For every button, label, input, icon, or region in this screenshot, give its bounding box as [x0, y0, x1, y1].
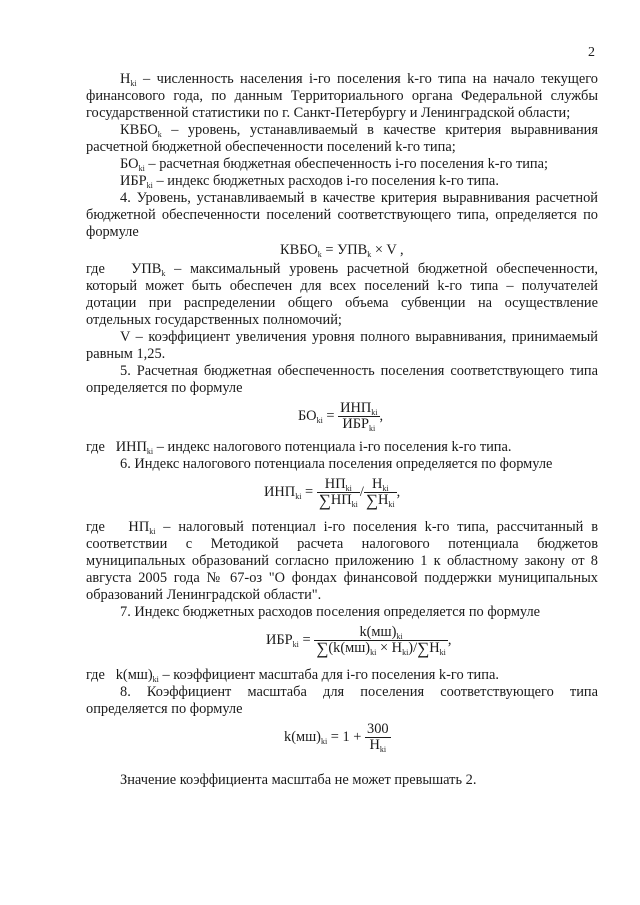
document-body	[86, 71, 598, 789]
item-5-text: 5. Расчетная бюджетная обеспеченность поселения соответствующего типа определяется по формуле	[86, 363, 598, 396]
item-7-text: 7. Индекс бюджетных расходов поселения определяется по формуле	[120, 604, 541, 620]
where-upv: где $УПВ_k$ – максимальный уровень расчетной бюджетной обеспеченности, который может быть обеспечен для всех поселений k-го типа – получателей дотации при распределении общего объема субвенции на осуществление отдельных государственных полномочий;	[86, 261, 599, 328]
definition-population: $Н_{ki}$ – численность населения i-го поселения k-го типа на начало текущего финансового года, по данным Территориального органа Федеральной службы государственной статистики по г. Санкт-Петербургу и Ленинградской области;	[86, 71, 598, 121]
where-kmsh: где $k(мш)_{ki}$ – коэффициент масштаба для i-го поселения k-го типа.	[86, 667, 499, 684]
item-6-text: 6. Индекс налогового потенциала поселения определяется по формуле	[120, 456, 553, 472]
definition-v: V – коэффициент увеличения уровня полного выравнивания, принимаемый равным 1,25.	[86, 329, 598, 362]
formula-bo: $БО_{ki}$ = $\frac{ИНП_{ki}}{ИБР_{ki}}$ ,	[298, 400, 384, 433]
formula-kmsh: $k(мш)_{ki} = 1$ + $\frac{300}{Н_{ki}}$	[284, 721, 389, 754]
page-number: 2	[588, 45, 595, 60]
definition-kvbo: $КВБО_k$ – уровень, устанавливаемый в качестве критерия выравнивания расчетной бюджетной обеспеченности поселений k-го типа;	[86, 122, 598, 155]
definition-bo: $БО_{ki}$ – расчетная бюджетная обеспеченность i-го поселения k-го типа;	[120, 156, 549, 173]
where-inp: где $ИНП_{ki}$ – индекс налогового потенциала i-го поселения k-го типа.	[86, 439, 512, 456]
formula-kvbo: $КВБО_k = УПВ_k \times V$ ,	[280, 242, 404, 259]
formula-ibr: $ИБР_{ki}$ = $\frac{k(мш)_{ki}}{\sum(k(мш)_{ki} \times Н_{ki})/\sum Н_{ki}}$ ,	[266, 624, 452, 658]
item-8-text: 8. Коэффициент масштаба для поселения соответствующего типа определяется по формуле	[86, 684, 598, 717]
where-np: где $НП_{ki}$ – налоговый потенциал i-го поселения k-го типа, рассчитанный в соответствии с Методикой расчета налогового потенциала бюджетов муниципальных образований согласно приложению 1 к областному закону от 8 августа 2005 года № 67-оз "О фондах финансовой поддержки муниципальных образований Ленинградской области".	[86, 519, 599, 603]
closing-statement: Значение коэффициента масштаба не может превышать 2.	[120, 772, 477, 788]
item-4-text: 4. Уровень, устанавливаемый в качестве критерия выравнивания расчетной бюджетной обеспеченности поселений соответствующего типа, определяется по формуле	[86, 190, 598, 240]
formula-inp: $ИНП_{ki}$ = $\frac{НП_{ki}}{\sum НП_{ki}}$ / $\frac{Н_{ki}}{\sum Н_{ki}}$ ,	[264, 476, 401, 510]
definition-ibr: $ИБР_{ki}$ – индекс бюджетных расходов i-го поселения k-го типа.	[120, 173, 499, 190]
